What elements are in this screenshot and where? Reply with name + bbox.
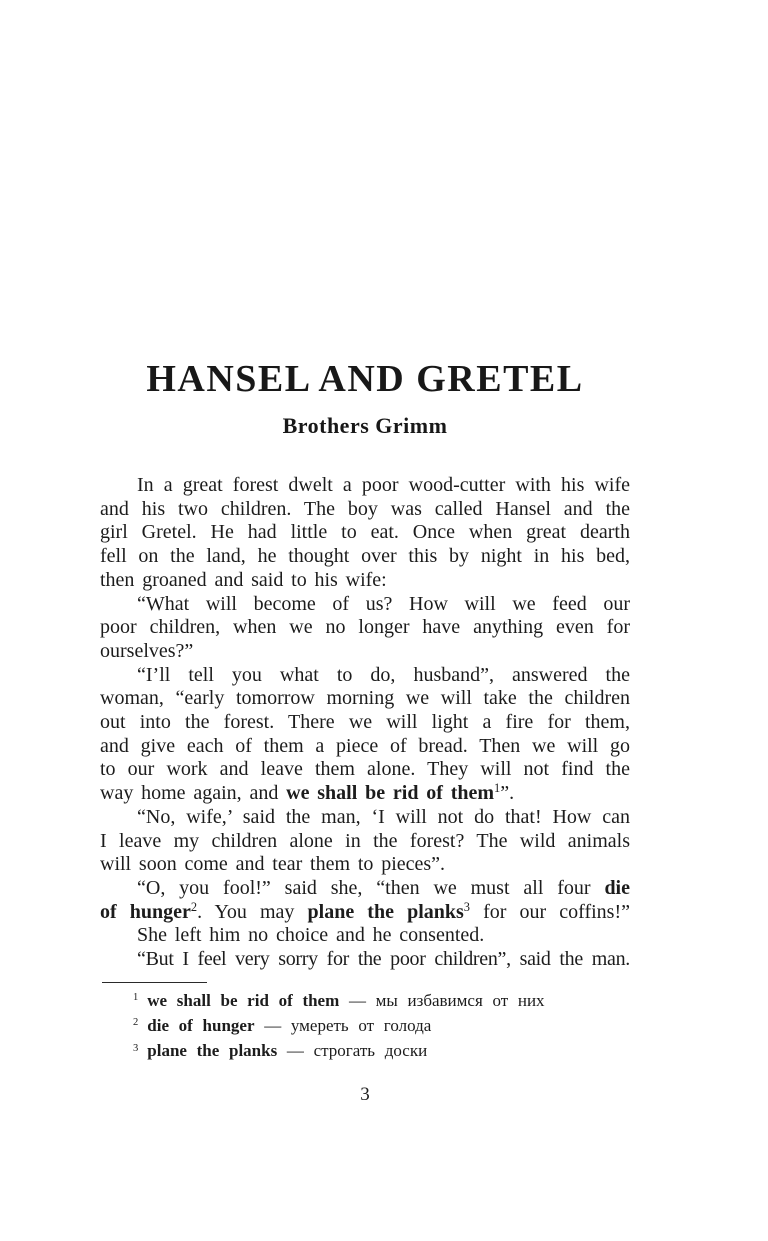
footnotes	[100, 988, 630, 1064]
footnote-term: we shall be rid of them	[147, 990, 340, 1010]
text-line	[100, 640, 630, 664]
text-line	[100, 593, 630, 617]
text-segment: fell on the land, he thought over this by night in his bed,	[100, 545, 630, 568]
author-name: Brothers Grimm	[282, 413, 448, 438]
footnote-marker-1: 1	[494, 781, 501, 796]
text-segment: to our work and leave them alone. They will not find the	[100, 758, 630, 781]
text-segment: then groaned and said to his wife:	[100, 568, 387, 591]
text-segment: I leave my children alone in the forest? The wild animals	[100, 829, 630, 852]
text-line	[100, 948, 630, 972]
paragraph	[100, 664, 630, 806]
footnote-term: die of hunger	[147, 1016, 255, 1036]
footnote	[100, 1013, 630, 1038]
footnote-translation: — мы избавимся от них	[339, 990, 545, 1010]
text-segment: “I’ll tell you what to do, husband”, answered the	[137, 663, 630, 686]
footnote-term: plane the planks	[147, 1041, 278, 1061]
text-segment: “But I feel very sorry for the poor children”, said the man.	[137, 948, 630, 971]
paragraph	[100, 924, 630, 948]
text-segment: and his two children. The boy was called Hansel and the	[100, 497, 630, 520]
text-line	[100, 474, 630, 498]
text-line	[100, 735, 630, 759]
text-column	[100, 0, 630, 1106]
text-segment: way home again, and	[100, 782, 287, 805]
text-line	[100, 830, 630, 854]
bold-phrase: of hunger	[100, 900, 191, 923]
page-number: 3	[360, 1083, 370, 1105]
paragraph	[100, 948, 630, 972]
text-line	[100, 498, 630, 522]
text-segment: poor children, when we no longer have anything even for	[100, 616, 630, 639]
text-segment: In a great forest dwelt a poor wood-cutter with his wife	[137, 474, 630, 496]
footnote-translation: — строгать доски	[277, 1041, 428, 1061]
text-segment: girl Gretel. He had little to eat. Once when great dearth	[100, 521, 630, 544]
footnote-number: 1	[133, 991, 139, 1003]
text-segment: ”.	[500, 782, 515, 805]
story-text	[100, 474, 630, 972]
footnote-divider	[102, 982, 207, 983]
text-line	[100, 782, 630, 806]
text-segment: . You may	[197, 900, 308, 923]
footnote-translation: — умереть от голода	[254, 1016, 432, 1036]
text-segment: “No, wife,’ said the man, ‘I will not do that! How can	[137, 805, 630, 828]
bold-phrase: die	[604, 876, 630, 899]
text-line	[100, 569, 630, 593]
text-line	[100, 545, 630, 569]
footnote	[100, 1038, 630, 1063]
text-line	[100, 758, 630, 782]
text-segment: will soon come and tear them to pieces”.	[100, 853, 446, 876]
text-line	[100, 924, 630, 948]
bold-phrase: plane the planks	[307, 900, 464, 923]
paragraph	[100, 593, 630, 664]
text-line	[100, 711, 630, 735]
text-line	[100, 806, 630, 830]
text-line	[100, 664, 630, 688]
footnote-marker-3: 3	[463, 899, 470, 914]
text-segment: woman, “early tomorrow morning we will take the children	[100, 687, 630, 710]
footnote-marker-2: 2	[190, 899, 198, 914]
text-line	[100, 901, 630, 925]
text-segment: out into the forest. There we will light a fire for them,	[100, 711, 630, 734]
text-line	[100, 521, 630, 545]
paragraph	[100, 474, 630, 593]
text-line	[100, 616, 630, 640]
text-segment: She left him no choice and he consented.	[137, 924, 485, 947]
text-line	[100, 687, 630, 711]
footnote-number: 3	[133, 1042, 139, 1054]
bold-phrase: we shall be rid of them	[286, 782, 495, 805]
paragraph	[100, 877, 630, 924]
text-segment: for our coffins!”	[469, 900, 630, 923]
footnote-number: 2	[133, 1017, 139, 1029]
text-segment: ourselves?”	[100, 639, 194, 662]
paragraph	[100, 806, 630, 877]
text-segment: “What will become of us? How will we feed our	[137, 592, 630, 615]
text-line	[100, 877, 630, 901]
footnote	[100, 988, 630, 1013]
text-segment: “O, you fool!” said she, “then we must all four	[137, 876, 605, 899]
story-title: HANSEL AND GRETEL	[146, 358, 584, 400]
text-line	[100, 853, 630, 877]
text-segment: and give each of them a piece of bread. Then we will go	[100, 734, 630, 757]
